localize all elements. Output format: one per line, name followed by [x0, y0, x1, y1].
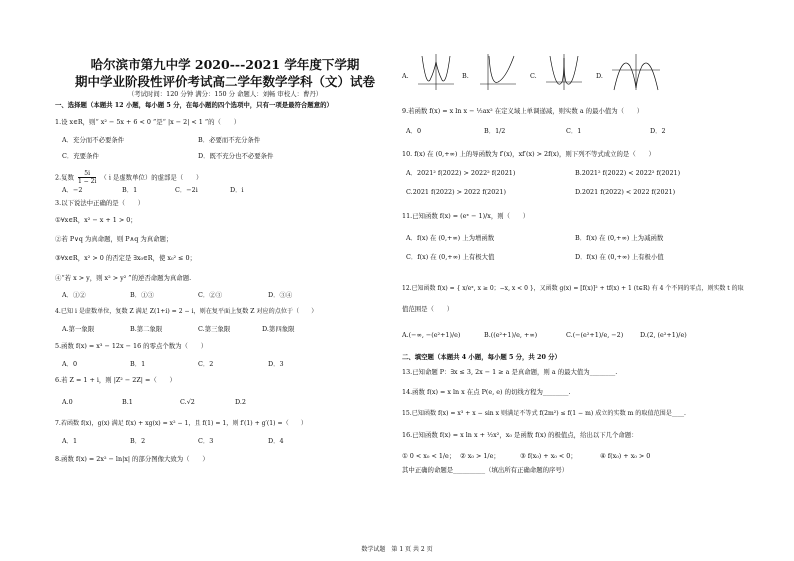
q16-item-1: ① 0 < x₀ < 1/e；: [402, 452, 456, 460]
q3-stem: 3.以下说法中正确的是（ ）: [55, 199, 145, 207]
exam-title-line1: 哈尔滨市第九中学 2020---2021 学年度下学期: [90, 57, 360, 72]
q3-statement-2: ②若 P∨q 为真命题，则 P∧q 为真命题；: [55, 235, 173, 243]
q1-option-c: C．充要条件: [62, 152, 99, 160]
q13-stem: 13.已知命题 P：∃x ≤ 3, 2x − 1 ≥ a 是真命题，则 a 的最大值为________.: [402, 368, 618, 376]
q2-prefix: 2.复数: [55, 173, 74, 182]
graph-option-a: [418, 52, 454, 92]
q6-stem: 6.若 Z = 1 + i，则 |Z² − 2Z| =（ ）: [55, 376, 176, 384]
q11-option-c: C．f(x) 在 (0,+∞) 上有极大值: [406, 253, 495, 261]
q10-option-c: C.2021 f(2022) > 2022 f(2021): [406, 188, 506, 196]
exam-title-line2: 期中学业阶段性评价考试高二学年数学学科（文）试卷: [74, 74, 375, 89]
q4-option-c: C.第三象限: [198, 325, 231, 333]
q12-option-d: D.(2, (e²+1)/e): [640, 331, 687, 339]
q5-option-c: C．2: [198, 360, 214, 368]
q6-option-a: A.0: [62, 398, 73, 406]
q1-stem: 1.设 x∈R，则“ x² − 5x + 6 < 0 ”是“ |x − 2| < 1 ”的（ ）: [55, 118, 241, 126]
q10-option-d: D.2021 f(2022) < 2022 f(2021): [575, 188, 676, 196]
q3-option-a: A．①②: [62, 291, 86, 299]
q1-option-b: B．必要而不充分条件: [198, 136, 261, 144]
q7-option-d: D．4: [268, 437, 284, 445]
q6-option-d: D.2: [235, 398, 246, 406]
q5-option-b: B．1: [130, 360, 146, 368]
q1-option-d: D．既不充分也不必要条件: [198, 152, 274, 160]
q10-option-a: A．2021² f(2022) > 2022² f(2021): [406, 169, 516, 177]
q3-statement-1: ①∀x∈R，x² − x + 1 > 0；: [55, 216, 137, 224]
q10-stem: 10. f(x) 在 (0,+∞) 上的导函数为 f′(x)，xf′(x) > 2f(x)，则下列不等式成立的是（ ）: [402, 150, 655, 158]
q16-item-4: ④ f(x₀) + x₀ > 0: [600, 452, 651, 460]
q6-option-b: B.1: [122, 398, 133, 406]
q6-option-c: C.√2: [180, 398, 195, 406]
q16-stem: 16.已知函数 f(x) = x ln x + ½x²，x₀ 是函数 f(x) 的极值点，给出以下几个命题：: [402, 431, 638, 439]
exam-info: （考试时间：120 分钟 满分：150 分 命题人：刘畅 审校人：曹丹）: [127, 90, 323, 98]
q4-option-b: B.第二象限: [130, 325, 163, 333]
q12-option-c: C.(−(e²+1)/e, −2): [566, 331, 624, 339]
q9-option-c: C．1: [566, 127, 582, 135]
q2-option-b: B．1: [122, 186, 138, 194]
q5-option-a: A．0: [62, 360, 78, 368]
graph-label-b: B.: [462, 72, 469, 80]
q4-option-d: D.第四象限: [262, 325, 295, 333]
q10-option-b: B.2021² f(2022) < 2022² f(2021): [575, 169, 681, 177]
q12-option-a: A.(−∞, −(e²+1)/e): [402, 331, 461, 339]
q4-option-a: A.第一象限: [62, 325, 95, 333]
q9-stem: 9.若函数 f(x) = x ln x − ½ax² 在定义域上单调递减，则实数 a 的最小值为（ ）: [402, 107, 644, 115]
graph-label-d: D.: [596, 72, 603, 80]
q2-numerator: 5i: [78, 170, 96, 178]
q7-option-a: A．1: [62, 437, 78, 445]
q11-option-b: B．f(x) 在 (0,+∞) 上为减函数: [575, 234, 664, 242]
section-choice-heading: 一、选择题（本题共 12 小题，每小题 5 分，在每小题的四个选项中，只有一项是最符合题意的）: [55, 101, 333, 109]
q3-option-d: D．③④: [268, 291, 293, 299]
q12-stem-line2: 值范围是（ ）: [402, 305, 454, 313]
q3-statement-4: ④“若 x > y，则 x² > y² ”的逆否命题为真命题.: [55, 274, 192, 282]
q2-option-d: D．i: [230, 186, 244, 194]
q5-option-d: D．3: [268, 360, 284, 368]
q5-stem: 5.函数 f(x) = x³ − 12x − 16 的零点个数为（ ）: [55, 342, 208, 350]
q16-item-2: ② x₀ > 1/e；: [460, 452, 500, 460]
q2-option-c: C．−2i: [175, 186, 198, 194]
q2-stem: [55, 170, 202, 185]
graph-label-c: C.: [530, 72, 537, 80]
q7-option-c: C．3: [198, 437, 214, 445]
q3-option-c: C．②③: [198, 291, 223, 299]
q1-option-a: A．充分而不必要条件: [62, 136, 125, 144]
graph-option-b: [480, 52, 516, 92]
graph-label-a: A.: [402, 72, 409, 80]
q2-suffix: （ i 是虚数单位）的虚部是（ ）: [100, 173, 203, 182]
q8-stem: 8.函数 f(x) = 2x² − ln|x| 的部分图像大致为（ ）: [55, 455, 209, 463]
q2-fraction: [78, 170, 96, 185]
q2-option-a: A．−2: [62, 186, 83, 194]
q9-option-b: B．1/2: [484, 127, 506, 135]
q7-option-b: B．2: [130, 437, 146, 445]
q12-stem-line1: 12.已知函数 f(x) = { x/eˣ, x ≥ 0；−x, x < 0 }，又函数 g(x) = [f(x)]² + tf(x) + 1 (t∈R) 有 4 个不同的零点，则实数 t 的取: [402, 285, 744, 292]
q11-option-a: A．f(x) 在 (0,+∞) 上为增函数: [406, 234, 495, 242]
q7-stem: 7.若函数 f(x)，g(x) 满足 f(x) + xg(x) = x² − 1，且 f(1) = 1，则 f′(1) + g′(1) =（ ）: [55, 420, 307, 427]
graph-option-c: [546, 52, 582, 92]
page-footer: 数学试题 第 1 页 共 2 页: [361, 546, 433, 553]
graph-option-d: [612, 52, 660, 92]
q16-ending: 其中正确的命题是__________（填出所有正确命题的序号）: [402, 466, 569, 474]
section-fill-heading: 二、填空题（本题共 4 小题，每小题 5 分，共 20 分）: [402, 353, 561, 361]
q2-denominator: 1 − 2i: [77, 178, 97, 185]
q11-stem: 11.已知函数 f(x) = (eˣ − 1)/x，则（ ）: [402, 212, 530, 220]
q4-stem: 4.已知 i 是虚数单位，复数 Z 满足 Z(1+i) = 2 − i，则在复平面上复数 Z 对应的点位于（ ）: [55, 308, 318, 315]
q14-stem: 14.函数 f(x) = x ln x 在点 P(e, e) 的切线方程为________.: [402, 388, 571, 396]
q9-option-a: A．0: [406, 127, 422, 135]
q12-option-b: B.((e²+1)/e, +∞): [484, 331, 538, 339]
q3-statement-3: ③∀x∈R，x² > 0 的否定是 ∃x₀∈R，使 x₀² ≤ 0；: [55, 254, 196, 262]
q15-stem: 15.已知函数 f(x) = x³ + x − sin x 则满足不等式 f(2m²) ≤ f(1 − m) 成立的实数 m 的取值范围是____.: [402, 410, 686, 417]
q11-option-d: D．f(x) 在 (0,+∞) 上有极小值: [575, 253, 664, 261]
q16-item-3: ③ f(x₀) + x₀ < 0；: [520, 452, 577, 460]
q3-option-b: B．①③: [130, 291, 154, 299]
q9-option-d: D．2: [650, 127, 666, 135]
